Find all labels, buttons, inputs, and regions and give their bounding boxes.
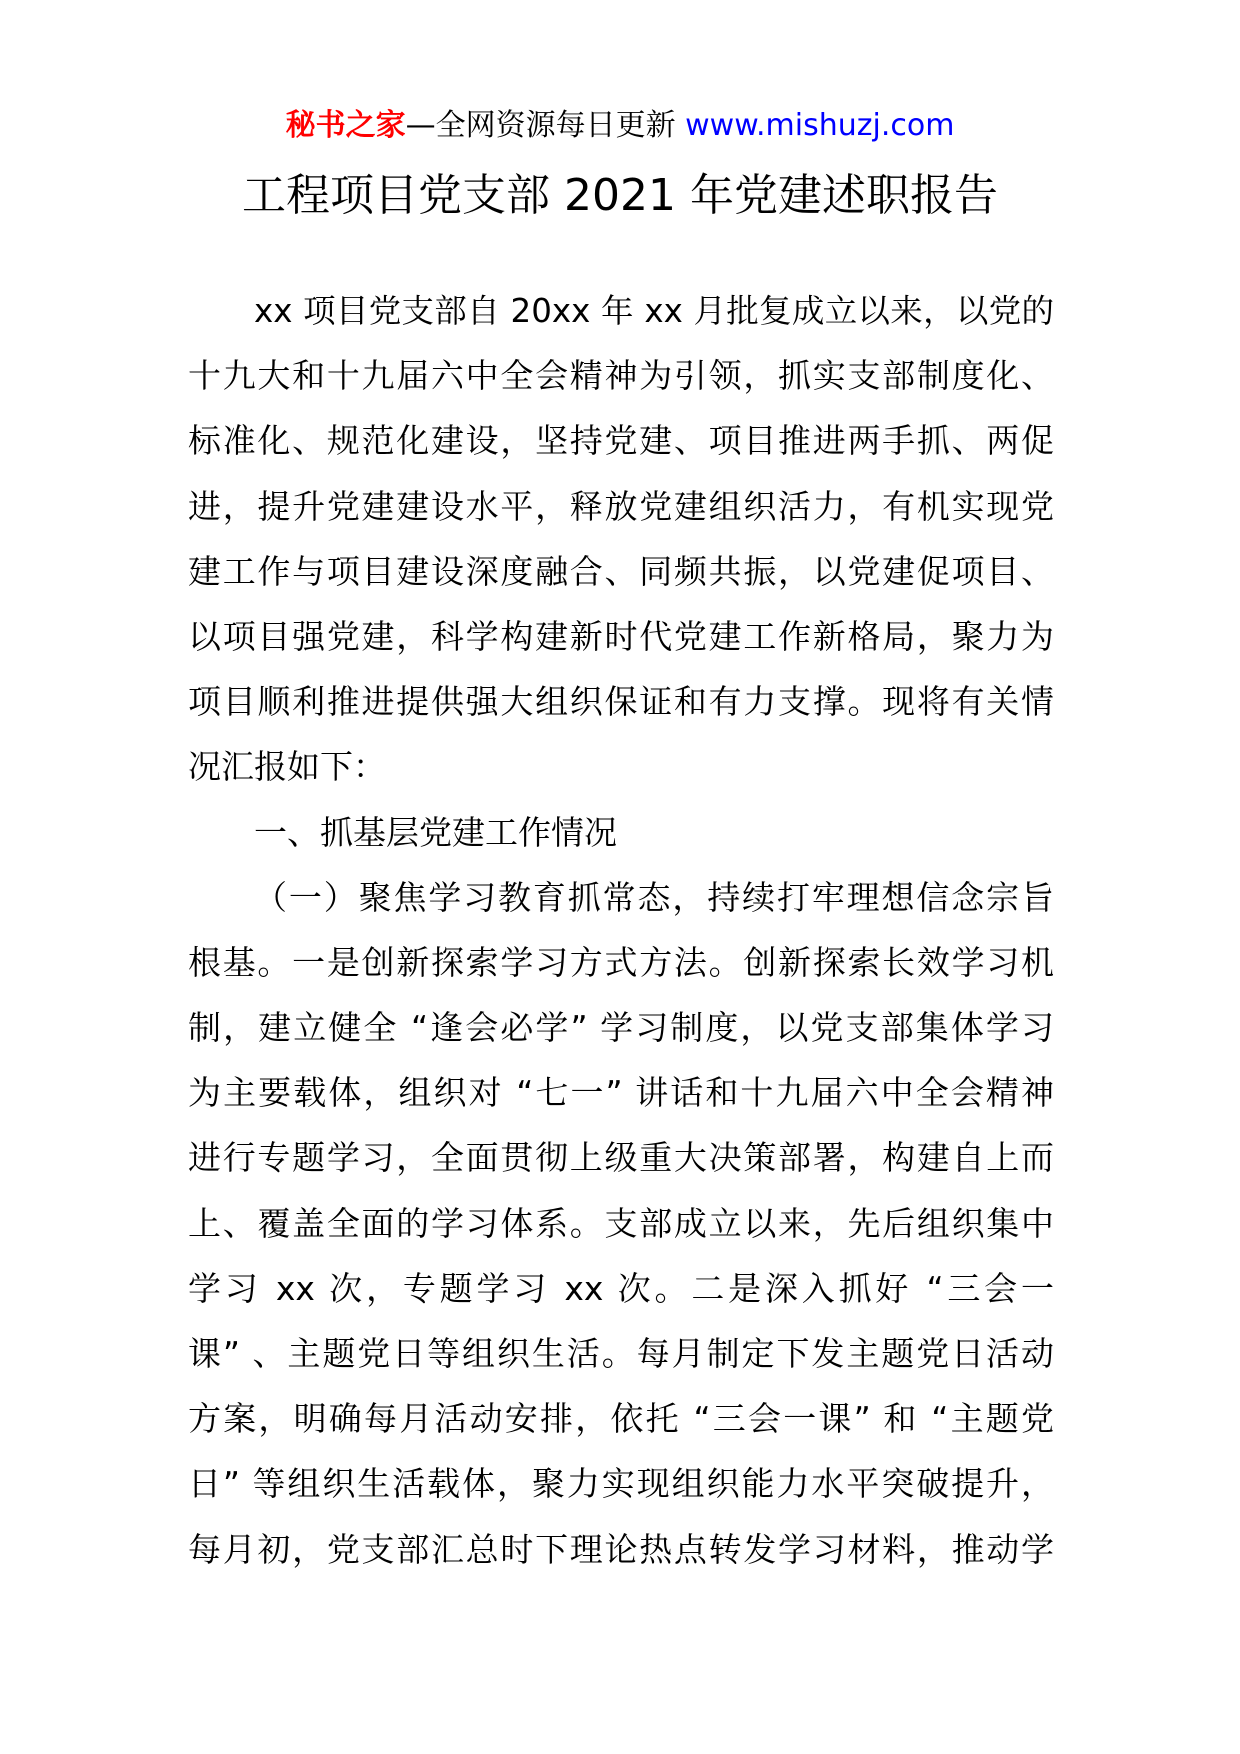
site-name: 秘书之家 [285, 108, 406, 143]
body-line: 进行专题学习，全面贯彻上级重大决策部署，构建自上而 [188, 1138, 1054, 1178]
body-line: 方案，明确每月活动安排，依托 “三会一课” 和 “主题党 [188, 1399, 1054, 1439]
body-line: 学习 xx 次，专题学习 xx 次。二是深入抓好 “三会一 [188, 1268, 1054, 1308]
body-line: 课” 、主题党日等组织生活。每月制定下发主题党日活动 [188, 1334, 1054, 1373]
body-line: 上、覆盖全面的学习体系。支部成立以来，先后组织集中 [188, 1203, 1054, 1243]
body-line: （一）聚焦学习教育抓常态，持续打牢理想信念宗旨 [254, 877, 1054, 917]
body-line: 十九大和十九届六中全会精神为引领，抓实支部制度化、 [188, 356, 1054, 396]
body-line: 建工作与项目建设深度融合、同频共振，以党建促项目、 [188, 551, 1054, 591]
body-line: 以项目强党建，科学构建新时代党建工作新格局，聚力为 [188, 616, 1054, 656]
body-line: 每月初，党支部汇总时下理论热点转发学习材料，推动学 [188, 1529, 1054, 1569]
body-line: 根基。一是创新探索学习方式方法。创新探索长效学习机 [188, 942, 1054, 982]
body-line: 日” 等组织生活载体，聚力实现组织能力水平突破提升， [188, 1464, 1054, 1504]
body-line: 进，提升党建建设水平，释放党建组织活力，有机实现党 [188, 486, 1054, 526]
site-header-banner [0, 106, 1240, 146]
body-line: 为主要载体，组织对 “七一” 讲话和十九届六中全会精神 [188, 1073, 1054, 1113]
site-tagline: —全网资源每日更新 [405, 108, 686, 143]
site-url-link[interactable]: www.mishuzj.com [685, 108, 955, 143]
document-title: 工程项目党支部 2021 年党建述职报告 [242, 170, 998, 221]
body-line: xx 项目党支部自 20xx 年 xx 月批复成立以来，以党的 [254, 292, 1054, 330]
section-heading: 一、抓基层党建工作情况 [254, 812, 617, 852]
body-line: 况汇报如下： [188, 747, 386, 787]
body-line: 标准化、规范化建设，坚持党建、项目推进两手抓、两促 [188, 421, 1054, 461]
body-line: 制，建立健全 “逢会必学” 学习制度，以党支部集体学习 [188, 1008, 1054, 1048]
body-line: 项目顺利推进提供强大组织保证和有力支撑。现将有关情 [188, 682, 1054, 722]
document-body [188, 291, 1054, 1595]
